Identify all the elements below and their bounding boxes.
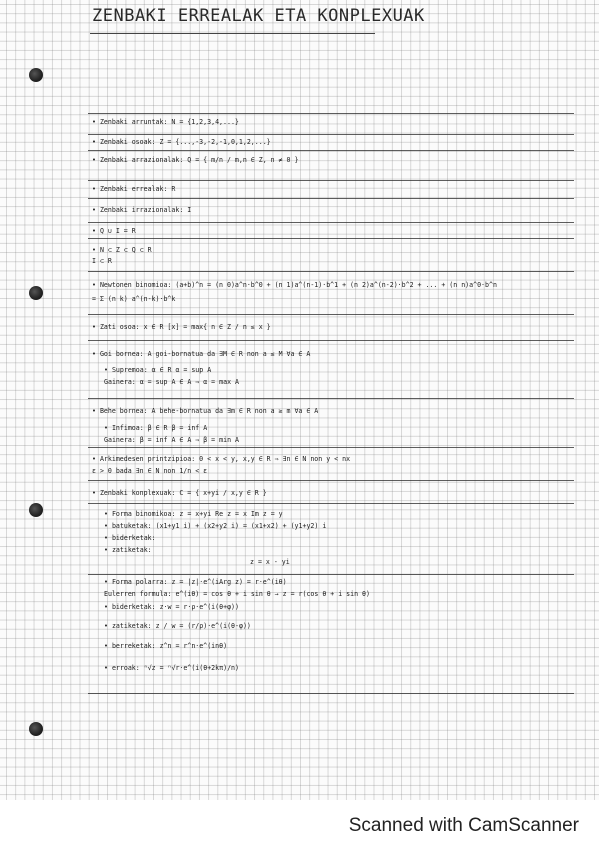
note-line: • Zenbaki arrazionalak: Q = { m/n / m,n ∈ Z, n ≠ 0 } bbox=[92, 156, 299, 164]
title-underline bbox=[90, 33, 375, 34]
section-divider bbox=[88, 340, 574, 341]
note-line: • Behe bornea: A behe-bornatua da ∃m ∈ R non a ≥ m ∀a ∈ A bbox=[92, 407, 319, 415]
note-line: • Zenbaki irrazionalak: I bbox=[92, 206, 192, 214]
section-divider bbox=[88, 693, 574, 694]
note-line: • Supremoa: α ∈ R α = sup A bbox=[104, 366, 212, 374]
note-line: • Zati osoa: x ∈ R [x] = max{ n ∈ Z / n ≤ x } bbox=[92, 323, 271, 331]
section-divider bbox=[88, 238, 574, 239]
note-line: • zatiketak: z / w = (r/ρ)·e^(i(θ-φ)) bbox=[104, 622, 251, 630]
section-divider bbox=[88, 314, 574, 315]
section-divider bbox=[88, 222, 574, 223]
note-line: • batuketak: (x1+y1 i) + (x2+y2 i) = (x1+x2) + (y1+y2) i bbox=[104, 522, 327, 530]
section-divider bbox=[88, 398, 574, 399]
note-line: • Zenbaki konplexuak: C = { x+yi / x,y ∈ R } bbox=[92, 489, 267, 497]
note-line: = Σ (n k) a^(n-k)·b^k bbox=[92, 295, 176, 303]
note-line: I ⊂ R bbox=[92, 257, 112, 265]
binder-hole-icon bbox=[29, 68, 43, 82]
section-divider bbox=[88, 150, 574, 151]
note-line: • Q ∪ I = R bbox=[92, 227, 136, 235]
note-line: Gainera: β = inf A ∈ A ⇒ β = min A bbox=[104, 436, 239, 444]
note-line: • Goi bornea: A goi-bornatua da ∃M ∈ R non a ≤ M ∀a ∈ A bbox=[92, 350, 311, 358]
note-line: • biderketak: bbox=[104, 534, 156, 542]
section-divider bbox=[88, 480, 574, 481]
note-line: • Forma polarra: z = |z|·e^(iArg z) = r·e^(iθ) bbox=[104, 578, 287, 586]
note-line: • Zenbaki errealak: R bbox=[92, 185, 176, 193]
section-divider bbox=[88, 180, 574, 181]
page-title: ZENBAKI ERREALAK ETA KONPLEXUAK bbox=[92, 6, 425, 26]
note-line: z = x - yi bbox=[250, 558, 290, 566]
note-line: • biderketak: z·w = r·ρ·e^(i(θ+φ)) bbox=[104, 603, 239, 611]
note-line: • erroak: ⁿ√z = ⁿ√r·e^(i(θ+2kπ)/n) bbox=[104, 664, 239, 672]
note-line: • zatiketak: bbox=[104, 546, 152, 554]
section-divider bbox=[88, 574, 574, 575]
note-line: • berreketak: z^n = r^n·e^(inθ) bbox=[104, 642, 228, 650]
binder-hole-icon bbox=[29, 503, 43, 517]
binder-hole-icon bbox=[29, 722, 43, 736]
note-line: • N ⊂ Z ⊂ Q ⊂ R bbox=[92, 246, 152, 254]
note-line: • Zenbaki arruntak: N = {1,2,3,4,...} bbox=[92, 118, 239, 126]
note-line: • Infimoa: β ∈ R β = inf A bbox=[104, 424, 208, 432]
section-divider bbox=[88, 271, 574, 272]
section-divider bbox=[88, 113, 574, 114]
section-divider bbox=[88, 447, 574, 448]
note-line: ε > 0 bada ∃n ∈ N non 1/n < ε bbox=[92, 467, 208, 475]
note-line: • Forma binomikoa: z = x+yi Re z = x Im z = y bbox=[104, 510, 283, 518]
note-line: • Zenbaki osoak: Z = {...,-3,-2,-1,0,1,2,...} bbox=[92, 138, 271, 146]
note-line: Gainera: α = sup A ∈ A ⇒ α = max A bbox=[104, 378, 239, 386]
scanner-watermark: Scanned with CamScanner bbox=[348, 815, 579, 836]
note-line: • Newtonen binomioa: (a+b)^n = (n 0)a^n·b^0 + (n 1)a^(n-1)·b^1 + (n 2)a^(n-2)·b^2 + ... + (n n)a^0·b^n bbox=[92, 281, 497, 289]
section-divider bbox=[88, 198, 574, 199]
section-divider bbox=[88, 134, 574, 135]
note-line: • Arkimedesen printzipioa: 0 < x < y, x,y ∈ R ⇒ ∃n ∈ N non y < nx bbox=[92, 455, 351, 463]
section-divider bbox=[88, 503, 574, 504]
binder-hole-icon bbox=[29, 286, 43, 300]
note-line: Eulerren formula: e^(iθ) = cos θ + i sin θ → z = r(cos θ + i sin θ) bbox=[104, 590, 370, 598]
